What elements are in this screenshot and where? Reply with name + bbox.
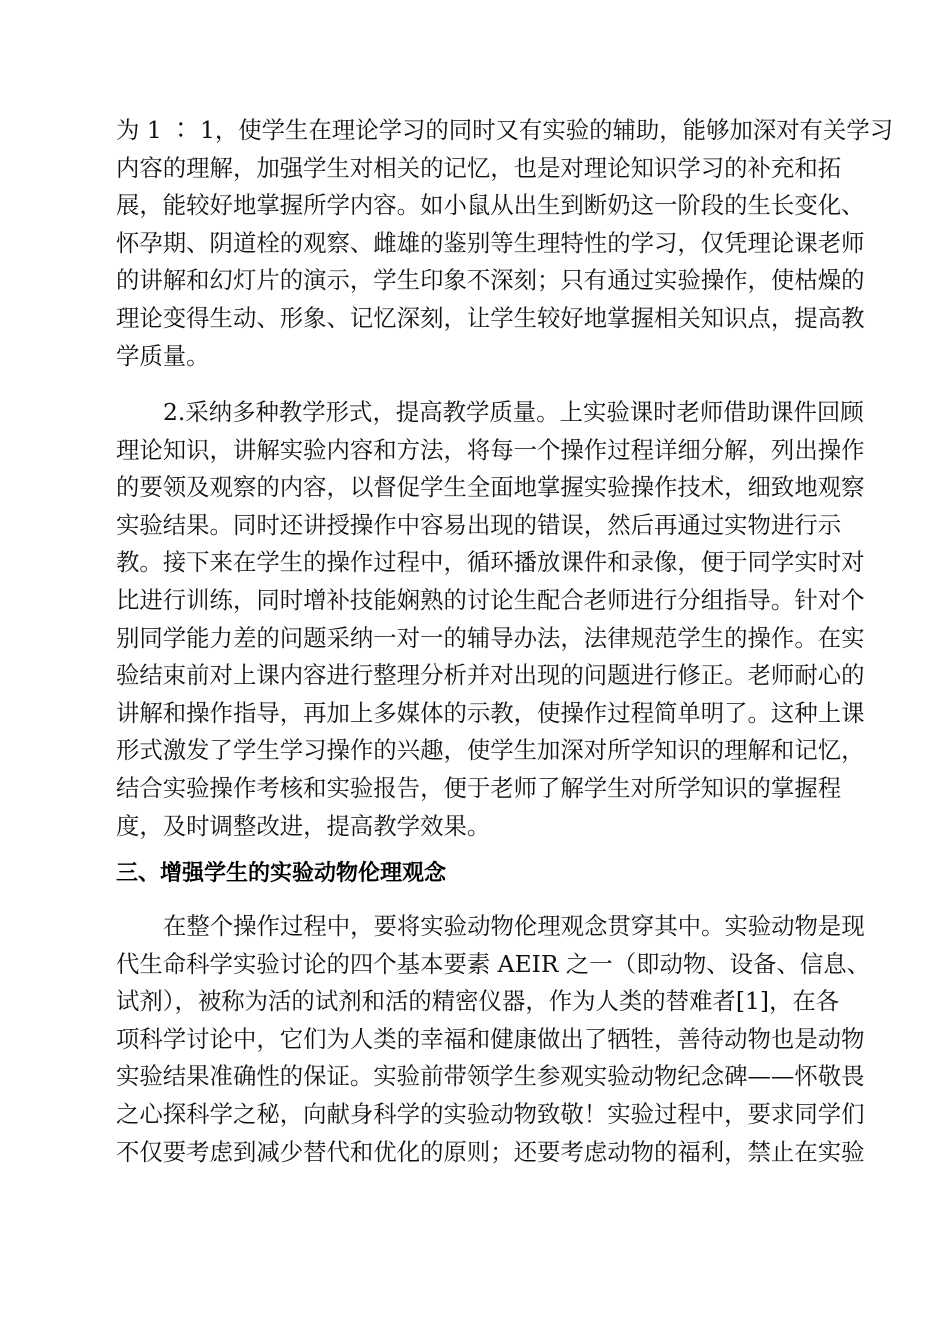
section-heading: 三、增强学生的实验动物伦理观念 <box>116 861 447 886</box>
paragraph-line: 理论变得生动、形象、记忆深刻，让学生较好地掌握相关知识点，提高教 <box>116 303 865 332</box>
paragraph-line: 形式激发了学生学习操作的兴趣，使学生加深对所学知识的理解和记忆， <box>116 736 865 765</box>
paragraph-line: 结合实验操作考核和实验报告，便于老师了解学生对所学知识的掌握程 <box>116 773 842 802</box>
paragraph-line: 别同学能力差的问题采纳一对一的辅导办法，法律规范学生的操作。在实 <box>116 623 865 652</box>
paragraph-line: 展，能较好地掌握所学内容。如小鼠从出生到断奶这一阶段的生长变化、 <box>116 191 865 220</box>
paragraph-animal-ethics <box>116 908 871 1171</box>
paragraph-line: 内容的理解，加强学生对相关的记忆，也是对理论知识学习的补充和拓 <box>116 153 842 182</box>
paragraph-line: 实验结果准确性的保证。实验前带领学生参观实验动物纪念碑——怀敬畏 <box>116 1062 865 1091</box>
paragraph-line: 比进行训练，同时增补技能娴熟的讨论生配合老师进行分组指导。针对个 <box>116 585 865 614</box>
paragraph-line: 代生命科学实验讨论的四个基本要素 AEIR 之一（即动物、设备、信息、 <box>116 949 871 978</box>
paragraph-line: 项科学讨论中，它们为人类的幸福和健康做出了牺牲，善待动物也是动物 <box>116 1024 865 1053</box>
paragraph-line: 教。接下来在学生的操作过程中，循环播放课件和录像，便于同学实时对 <box>116 548 865 577</box>
paragraph-line: 不仅要考虑到减少替代和优化的原则；还要考虑动物的福利，禁止在实验 <box>116 1137 865 1166</box>
paragraph-teaching-ratio <box>116 112 894 375</box>
paragraph-line: 实验结果。同时还讲授操作中容易出现的错误，然后再通过实物进行示 <box>116 510 842 539</box>
paragraph-line: 2.采纳多种教学形式，提高教学质量。上实验课时老师借助课件回顾 <box>163 398 864 426</box>
paragraph-line: 在整个操作过程中，要将实验动物伦理观念贯穿其中。实验动物是现 <box>163 912 865 940</box>
paragraph-line: 理论知识，讲解实验内容和方法，将每一个操作过程详细分解，列出操作 <box>116 435 865 464</box>
paragraph-teaching-forms <box>116 394 865 845</box>
paragraph-line: 讲解和操作指导，再加上多媒体的示教，使操作过程简单明了。这种上课 <box>116 698 865 727</box>
paragraph-line: 学质量。 <box>116 341 210 370</box>
paragraph-line: 为 1 ∶ 1，使学生在理论学习的同时又有实验的辅助，能够加深对有关学习 <box>116 116 894 144</box>
paragraph-line: 之心探科学之秘，向献身科学的实验动物致敬！实验过程中，要求同学们 <box>116 1099 865 1128</box>
paragraph-line: 验结束前对上课内容进行整理分析并对出现的问题进行修正。老师耐心的 <box>116 661 865 690</box>
paragraph-line: 度，及时调整改进，提高教学效果。 <box>116 811 491 840</box>
paragraph-line: 试剂），被称为活的试剂和活的精密仪器，作为人类的替难者[1]，在各 <box>116 987 840 1016</box>
paragraph-line: 的讲解和幻灯片的演示，学生印象不深刻；只有通过实验操作，使枯燥的 <box>116 266 865 295</box>
paragraph-line: 怀孕期、阴道栓的观察、雌雄的鉴别等生理特性的学习，仅凭理论课老师 <box>116 228 865 257</box>
paragraph-line: 的要领及观察的内容，以督促学生全面地掌握实验操作技术，细致地观察 <box>116 473 865 502</box>
